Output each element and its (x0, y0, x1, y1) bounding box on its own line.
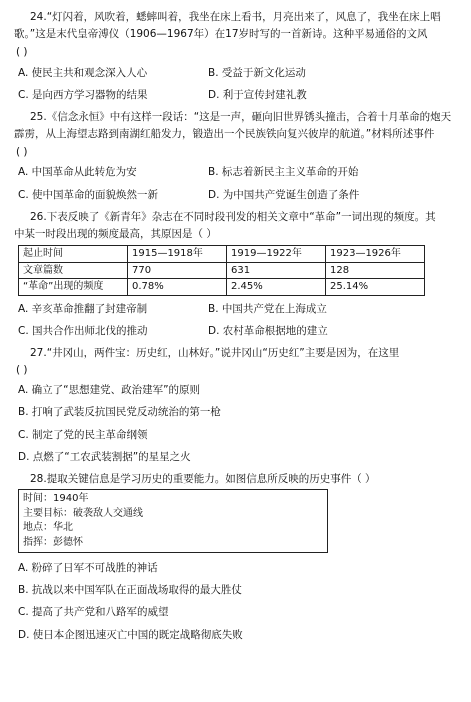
table-cell: 25.14% (326, 279, 425, 296)
option-c: C. 提高了共产党和八路军的威望 (18, 606, 169, 619)
info-location: 地点：华北 (23, 522, 73, 534)
question-24-stem-line1: 24.“灯闪着，风吹着，蟋蟀叫着，我坐在床上看书，月亮出来了，风息了，我坐在床上唱 (30, 11, 441, 23)
question-28 (14, 472, 457, 642)
option-d: D. 为中国共产党诞生创造了条件 (208, 188, 360, 201)
option-c: C. 国共合作出师北伐的推动 (18, 324, 148, 337)
question-24 (14, 10, 457, 102)
table-row (19, 279, 425, 296)
option-c: C. 制定了党的民主革命纲领 (18, 428, 148, 441)
table-header-cell: 1923—1926年 (326, 246, 425, 263)
question-25-options (14, 165, 457, 201)
option-d: D. 点燃了“工农武装割据”的星星之火 (18, 450, 191, 463)
option-b: B. 受益于新文化运动 (208, 66, 306, 79)
question-24-options (14, 66, 457, 102)
info-goal: 主要目标：破袭敌人交通线 (23, 507, 143, 519)
option-b: B. 抗战以来中国军队在正面战场取得的最大胜仗 (18, 584, 242, 597)
frequency-table (18, 245, 425, 296)
option-b: B. 标志着新民主主义革命的开始 (208, 166, 359, 179)
event-info-box (18, 489, 328, 553)
table-cell: 631 (227, 262, 326, 279)
table-header-cell: 起止时间 (19, 246, 128, 263)
question-25-stem-line1: 25.《信念永恒》中有这样一段话：“这是一声，砸向旧世界锈头撞击，合着十月革命的炮天 (30, 110, 452, 123)
question-27-answer-blank: ( ) (16, 364, 28, 377)
table-cell: “革命”出现的频度 (19, 279, 128, 296)
question-26-stem-line1: 26.下表反映了《新青年》杂志在不同时段刊发的相关文章中“革命”一词出现的频度。其 (30, 210, 436, 223)
option-d: D. 农村革命根据地的建立 (208, 324, 328, 337)
question-25 (14, 110, 457, 202)
option-a: A. 辛亥革命推翻了封建帝制 (18, 302, 148, 315)
question-28-options (14, 561, 457, 642)
option-c: C. 是向西方学习器物的结果 (18, 88, 148, 101)
option-b: B. 打响了武装反抗国民党反动统治的第一枪 (18, 406, 221, 419)
question-24-answer-blank: ( ) (16, 46, 28, 59)
option-a: A. 中国革命从此转危为安 (18, 166, 137, 179)
table-cell: 2.45% (227, 279, 326, 296)
table-cell: 770 (128, 262, 227, 279)
table-header-cell: 1919—1922年 (227, 246, 326, 263)
option-a: A. 粉碎了日军不可战胜的神话 (18, 562, 158, 575)
table-cell: 128 (326, 262, 425, 279)
option-d: D. 利于宣传封建礼教 (208, 88, 307, 101)
question-24-stem-line2: 歌。”这是末代皇帝溥仪（1906—1967年）在17岁时写的一首新诗。这种平易通俗的文风 (14, 28, 428, 41)
option-b: B. 中国共产党在上海成立 (208, 302, 327, 315)
option-d: D. 使日本企图迅速灭亡中国的既定战略彻底失败 (18, 628, 243, 641)
question-28-stem-line1: 28.提取关键信息是学习历史的重要能力。如图信息所反映的历史事件（ ） (30, 472, 376, 485)
option-a: A. 使民主共和观念深入人心 (18, 66, 148, 79)
option-c: C. 使中国革命的面貌焕然一新 (18, 188, 159, 201)
question-27-stem-line1: 27.“井冈山，两件宝：历史红，山林好。”说井冈山“历史红”主要是因为，在这里 (30, 346, 400, 359)
table-header-cell: 1915—1918年 (128, 246, 227, 263)
question-25-stem-line2: 霹雳，从上海望志路到南湖红船发力，锻造出一个民族铁向复兴彼岸的航道。”材料所述事件 (14, 128, 435, 141)
option-a: A. 确立了“思想建党、政治建军”的原则 (18, 384, 201, 397)
info-commander: 指挥：彭德怀 (23, 536, 83, 548)
question-26-options (14, 302, 457, 338)
question-27-options (14, 383, 457, 464)
question-25-answer-blank: ( ) (16, 146, 28, 159)
question-26-stem-line2: 中某一时段出现的频度最高，其原因是（ ） (14, 227, 217, 240)
question-26 (14, 210, 457, 338)
table-row (19, 262, 425, 279)
table-cell: 文章篇数 (19, 262, 128, 279)
table-header-row (19, 246, 425, 263)
question-27 (14, 346, 457, 464)
table-cell: 0.78% (128, 279, 227, 296)
info-time: 时间：1940年 (23, 493, 89, 505)
